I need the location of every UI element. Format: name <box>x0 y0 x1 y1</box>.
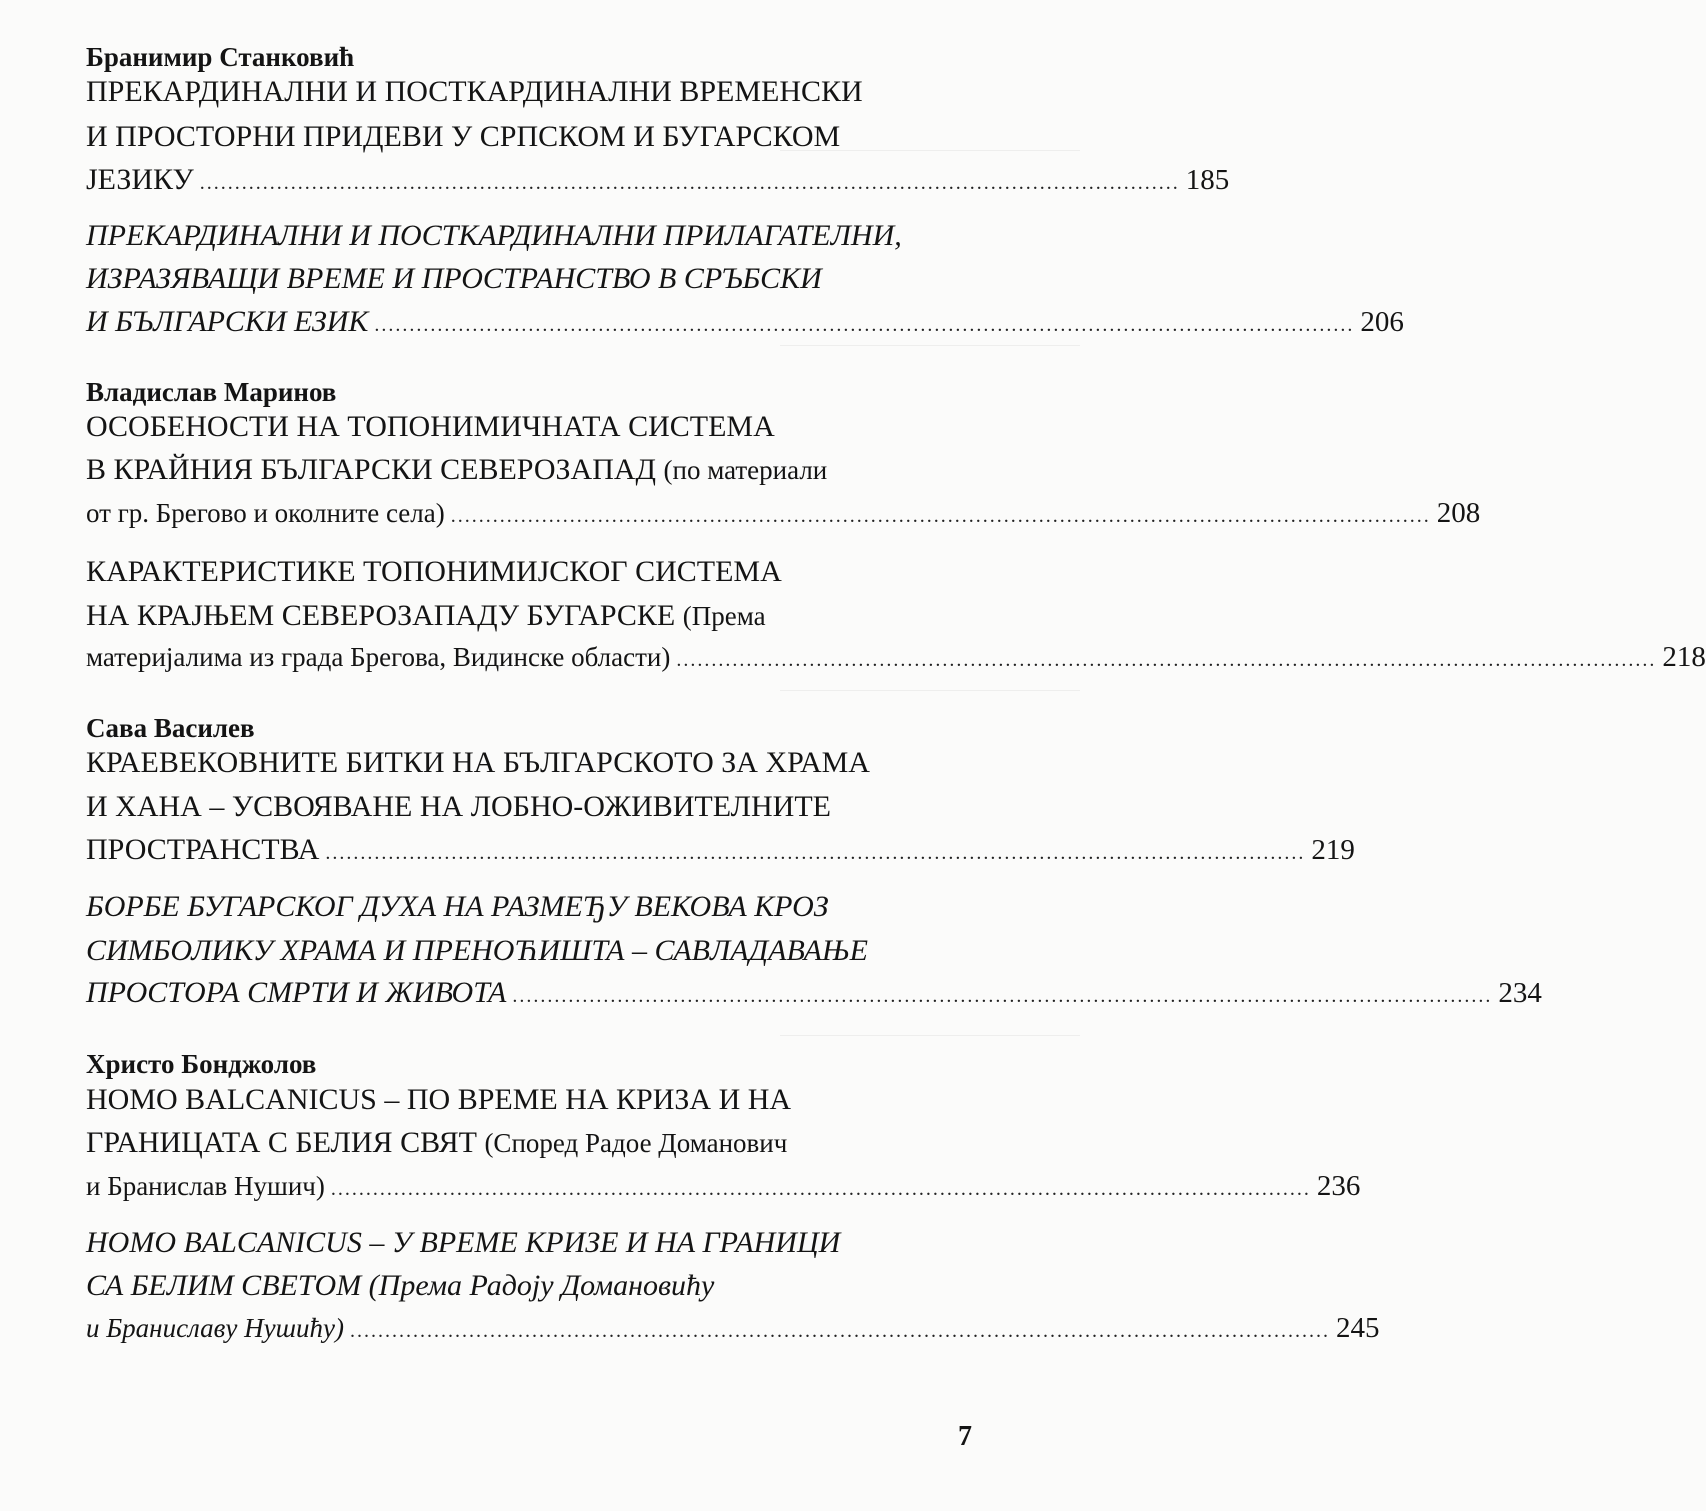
title-line: и Браниславу Нушићу) <box>86 1313 344 1343</box>
title-line: БОРБЕ БУГАРСКОГ ДУХА НА РАЗМЕЂУ ВЕКОВА КРОЗ <box>86 890 829 923</box>
dot-leader: ............................................................................................................................................ <box>199 172 1180 194</box>
dot-leader: ............................................................................................................................................ <box>512 985 1493 1007</box>
page-ref: 208 <box>1436 497 1481 529</box>
page-number: 7 <box>958 1421 972 1452</box>
dot-leader: ............................................................................................................................................ <box>374 314 1355 336</box>
title-line: ЈЕЗИКУ <box>86 163 194 196</box>
author-name: Бранимир Станковић <box>86 42 355 72</box>
page-ref: 236 <box>1316 1170 1361 1202</box>
page-ref: 219 <box>1311 834 1355 866</box>
toc-entry-last-line[interactable] <box>86 1166 1361 1209</box>
dot-leader: ............................................................................................................................................ <box>330 1178 1311 1200</box>
page-ref: 218 <box>1662 641 1706 673</box>
title-text: НА КРАЈЊЕМ СЕВЕРОЗАПАДУ БУГАРСКЕ <box>86 599 676 632</box>
title-line: и Бранислав Нушич) <box>86 1171 325 1201</box>
toc-entry-last-line[interactable] <box>86 302 1404 345</box>
title-subtext: (Према <box>682 601 766 631</box>
author-name: Владислав Маринов <box>86 377 337 407</box>
page-ref: 234 <box>1498 977 1542 1009</box>
title-line: ПРОСТОРА СМРТИ И ЖИВОТА <box>86 976 507 1009</box>
title-line <box>86 1123 961 1163</box>
title-line: И ХАНА – УСВОЯВАНЕ НА ЛОБНО-ОЖИВИТЕЛНИТЕ <box>86 790 831 823</box>
title-line <box>86 596 961 636</box>
title-line: И БЪЛГАРСКИ ЕЗИК <box>86 305 369 338</box>
toc-entry-last-line[interactable] <box>86 973 1542 1016</box>
author-name: Христо Бонджолов <box>86 1049 317 1079</box>
title-line: КАРАКТЕРИСТИКЕ ТОПОНИМИЈСКОГ СИСТЕМА <box>86 555 782 588</box>
title-line: И ПРОСТОРНИ ПРИДЕВИ У СРПСКОМ И БУГАРСКОМ <box>86 120 841 153</box>
title-line: ПРОСТРАНСТВА <box>86 833 320 866</box>
page-ref: 206 <box>1360 306 1404 338</box>
bleed-through <box>780 345 1080 346</box>
toc-entry-last-line[interactable] <box>86 637 1706 680</box>
dot-leader: ............................................................................................................................................ <box>349 1320 1330 1342</box>
title-line: СА БЕЛИМ СВЕТОМ (Према Радоју Домановићу <box>86 1269 715 1302</box>
bleed-through <box>780 690 1080 691</box>
dot-leader: ............................................................................................................................................ <box>676 649 1657 671</box>
title-line: ПРЕКАРДИНАЛНИ И ПОСТКАРДИНАЛНИ ВРЕМЕНСКИ <box>86 75 863 108</box>
author-name: Сава Василев <box>86 713 255 743</box>
bleed-through <box>780 1035 1080 1036</box>
page-ref: 185 <box>1185 164 1230 196</box>
title-line <box>86 450 961 490</box>
title-text: ГРАНИЦАТА С БЕЛИЯ СВЯТ <box>86 1126 477 1159</box>
title-line: материјалима из града Брегова, Видинске области) <box>86 642 671 672</box>
title-text: В КРАЙНИЯ БЪЛГАРСКИ СЕВЕРОЗАПАД <box>86 453 656 486</box>
toc-entry-last-line[interactable] <box>86 830 1355 873</box>
page-ref: 245 <box>1335 1312 1380 1344</box>
title-line: ОСОБЕНОСТИ НА ТОПОНИМИЧНАТА СИСТЕМА <box>86 410 775 443</box>
title-line: СИМБОЛИКУ ХРАМА И ПРЕНОЋИШТА – САВЛАДАВАЊЕ <box>86 934 868 967</box>
title-line: ИЗРАЗЯВАЩИ ВРЕМЕ И ПРОСТРАНСТВО В СРЪБСКИ <box>86 262 822 295</box>
title-line: от гр. Брегово и околните села) <box>86 498 445 528</box>
title-line: HOMO BALCANICUS – У ВРЕМЕ КРИЗЕ И НА ГРАНИЦИ <box>86 1226 841 1259</box>
title-subtext: (Според Радое Доманович <box>484 1128 788 1158</box>
title-line: HOMO BALCANICUS – ПО ВРЕМЕ НА КРИЗА И НА <box>86 1083 792 1116</box>
toc-entry-last-line[interactable] <box>86 493 1481 536</box>
title-line: ПРЕКАРДИНАЛНИ И ПОСТКАРДИНАЛНИ ПРИЛАГАТЕЛНИ, <box>86 219 902 252</box>
title-subtext: (по материали <box>663 455 828 485</box>
toc-entry-last-line[interactable] <box>86 160 1230 203</box>
title-line: КРАЕВЕКОВНИТЕ БИТКИ НА БЪЛГАРСКОТО ЗА ХРАМА <box>86 746 870 779</box>
dot-leader: ............................................................................................................................................ <box>450 505 1431 527</box>
toc-entry-last-line[interactable] <box>86 1308 1380 1351</box>
dot-leader: ............................................................................................................................................ <box>325 842 1306 864</box>
